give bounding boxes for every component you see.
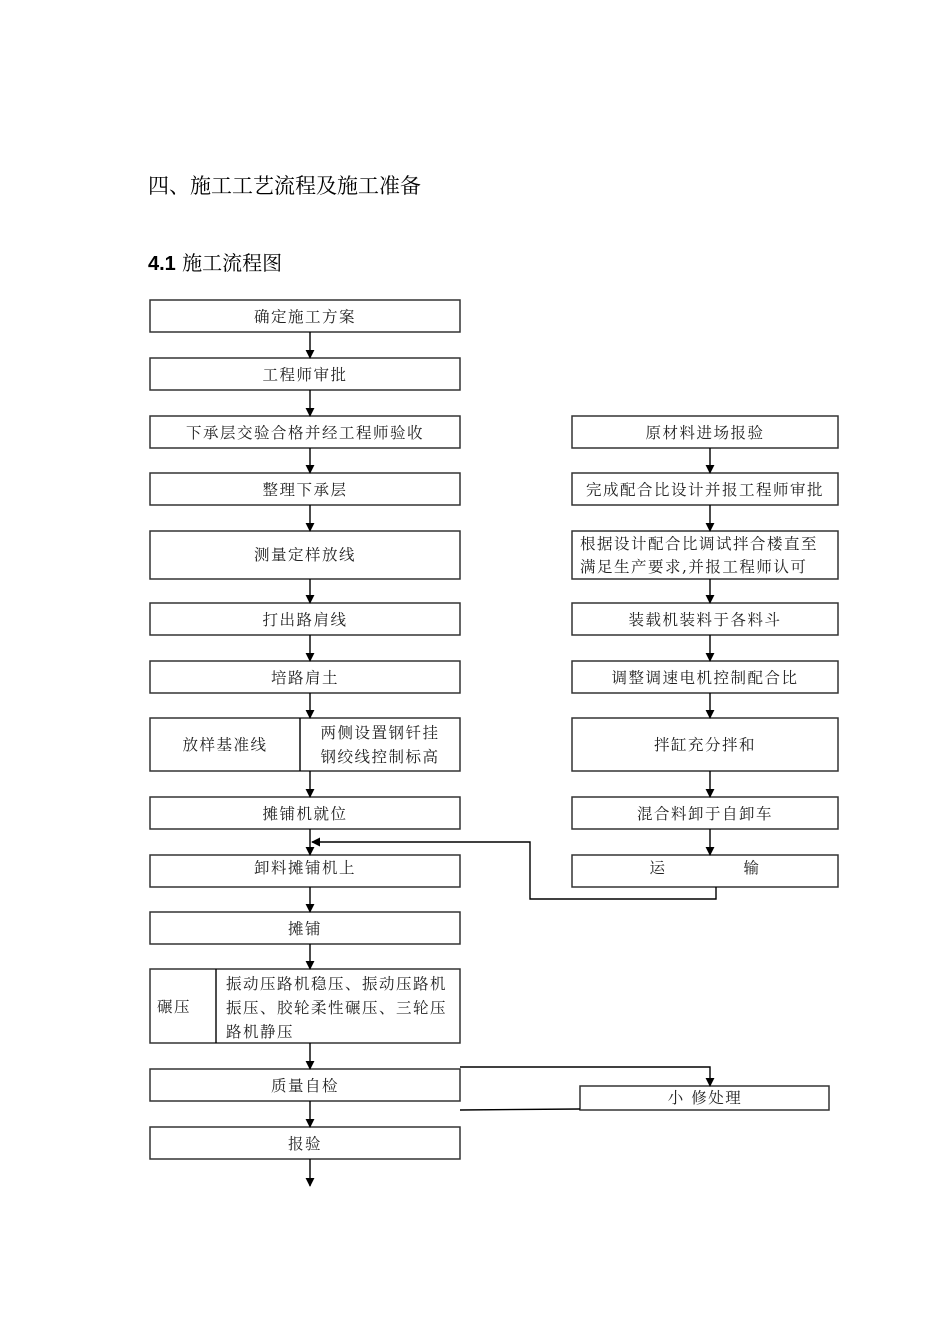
- step-motor-ratio-control-label: 调整调速电机控制配合比: [611, 669, 799, 687]
- step-mix-design: [572, 473, 838, 505]
- section-title: 四、施工工艺流程及施工准备: [148, 174, 421, 198]
- step-minor-repair: [580, 1086, 829, 1110]
- step-paver-position-label: 摊铺机就位: [262, 805, 348, 823]
- step-thorough-mixing: [572, 718, 838, 771]
- step-report-inspection-label: 报验: [287, 1135, 323, 1153]
- step-finish-sublayer-label: 整理下承层: [262, 481, 348, 499]
- step-report-inspection: [150, 1127, 460, 1159]
- step-sublayer-acceptance: [150, 416, 460, 448]
- step-sublayer-acceptance-label: 下承层交验合格并经工程师验收: [185, 424, 425, 442]
- step-paving: [150, 912, 460, 944]
- step-engineer-approval-label: 工程师审批: [262, 366, 348, 384]
- step-unload-to-paver: [150, 855, 460, 887]
- step-transport-label: 运 输: [649, 859, 761, 877]
- step-survey-layout-label: 测量定样放线: [253, 546, 357, 564]
- step-mix-design-label: 完成配合比设计并报工程师审批: [585, 481, 825, 499]
- quality-to-repair-connector: [460, 1067, 710, 1086]
- step-engineer-approval: [150, 358, 460, 390]
- step-elevation-control-line1: 两侧设置钢钎挂: [320, 724, 440, 742]
- step-shoulder-line: [150, 603, 460, 635]
- repair-to-quality-connector: [460, 1109, 580, 1110]
- step-quality-check-label: 质量自检: [270, 1077, 340, 1095]
- step-survey-layout: [150, 531, 460, 579]
- step-unload-to-truck-label: 混合料卸于自卸车: [636, 805, 774, 823]
- step-transport: [572, 855, 838, 887]
- step-mixing-plant-adjust: [572, 531, 838, 579]
- step-shoulder-line-label: 打出路肩线: [262, 611, 348, 629]
- step-paving-label: 摊铺: [287, 920, 323, 938]
- step-rolling: [150, 969, 460, 1043]
- step-quality-check: [150, 1069, 460, 1101]
- step-rolling-detail-line3: 路机静压: [226, 1023, 295, 1041]
- subsection-title: 施工流程图: [182, 251, 283, 275]
- step-minor-repair-label: 小 修处理: [667, 1089, 743, 1107]
- step-unload-to-truck: [572, 797, 838, 829]
- step-motor-ratio-control: [572, 661, 838, 693]
- step-mixing-plant-adjust-line1: 根据设计配合比调试拌合楼直至: [580, 535, 819, 553]
- step-mixing-plant-adjust-line2: 满足生产要求,并报工程师认可: [580, 558, 808, 576]
- step-thorough-mixing-label: 拌缸充分拌和: [653, 736, 757, 754]
- step-unload-to-paver-label: 卸料摊铺机上: [253, 859, 357, 877]
- step-loader-feeding-label: 装载机装料于各料斗: [628, 611, 782, 629]
- subsection-number: 4.1: [148, 253, 176, 275]
- step-reference-line: [150, 718, 460, 771]
- step-rolling-detail-line1: 振动压路机稳压、振动压路机: [226, 975, 448, 993]
- step-determine-plan: [150, 300, 460, 332]
- step-finish-sublayer: [150, 473, 460, 505]
- step-material-inspection-label: 原材料进场报验: [645, 424, 765, 442]
- step-reference-line-label: 放样基准线: [182, 736, 268, 754]
- step-shoulder-soil-label: 培路肩土: [270, 669, 340, 687]
- step-shoulder-soil: [150, 661, 460, 693]
- step-loader-feeding: [572, 603, 838, 635]
- step-paver-position: [150, 797, 460, 829]
- step-material-inspection: [572, 416, 838, 448]
- step-determine-plan-label: 确定施工方案: [253, 308, 357, 326]
- step-rolling-detail-line2: 振压、胶轮柔性碾压、三轮压: [226, 999, 448, 1017]
- step-rolling-label: 碾压: [156, 998, 192, 1016]
- step-elevation-control-line2: 钢绞线控制标高: [320, 748, 440, 766]
